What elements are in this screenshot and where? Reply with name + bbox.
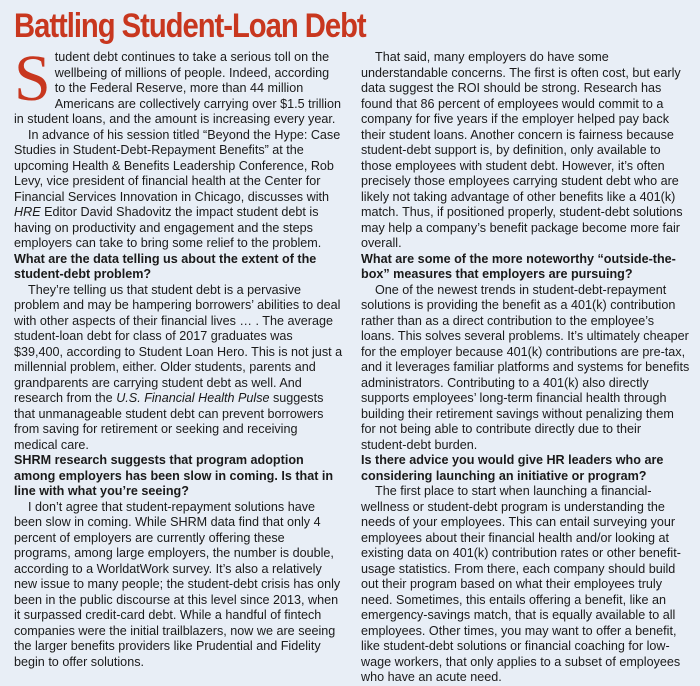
session-text-b: Editor David Shadovitz the impact student debt is having on productivity and engagement and the steps employers can take to bring some relief to the problem.	[14, 205, 322, 250]
answer-3: One of the newest trends in student-debt-repayment solutions is providing the benefit as a 401(k) contribution rather than as a direct contribution to the employee’s loans. This solves several problems. It’s ultimately cheaper for the employer because 401(k) contributions are pre-tax, and it leverages familiar platforms and systems for benefits administrators. Contributing to a 401(k) also directly supports employees’ long-term financial health through building their retirement savings without penalizing them for not being able to contribute directly due to their student-debt burden.	[361, 282, 690, 452]
article-title: Battling Student-Loan Debt	[14, 7, 366, 45]
session-paragraph	[14, 128, 343, 252]
intro-paragraph	[14, 42, 343, 128]
question-3: What are some of the more noteworthy “outside-the-box” measures that employers are pursuing?	[361, 251, 676, 281]
right-column	[361, 50, 690, 686]
report-name: U.S. Financial Health Pulse	[116, 391, 270, 405]
session-text-a: In advance of his session titled “Beyond the Hype: Case Studies in Student-Debt-Repayment Benefits” at the upcoming Health & Benefits Leadership Conference, Rob Levy, vice president of financial health at the Center for Financial Services Innovation in Chicago, discusses with	[14, 127, 341, 204]
answer-2-continued: That said, many employers do have some understandable concerns. The first is often cost, but early data suggest the ROI should be strong. Research has found that 86 percent of employees would commit to a company for five years if the employer helped pay back their student loans. Another concern is fairness because student-debt support is, by definition, only available to those employees with student debt. However, it’s often precisely those employees carrying student debt who are likely not taking advantage of other benefits like a 401(k) match. Thus, if positioned properly, student-debt solutions may help a company’s benefit package become more fair overall.	[361, 50, 683, 250]
question-1: What are the data telling us about the extent of the student-debt problem?	[14, 251, 317, 281]
answer-1-text-a: They’re telling us that student debt is a pervasive problem and may be hampering borrowers’ abilities to deal with other aspects of their financial lives … . The average student-loan debt for class of 2017 graduates was $39,400, according to Student Loan Hero. This is not just a millennial problem, either. Older students, parents and grandparents are carrying student debt as well. And research from the	[14, 282, 343, 405]
left-column	[14, 42, 343, 686]
publication-name: HRE	[14, 205, 41, 219]
answer-2: I don’t agree that student-repayment solutions have been slow in coming. While SHRM data find that only 4 percent of employers are currently offering these programs, among large employers, the number is double, according to a WorldatWork survey. It’s also a relatively new issue to many people; the student-debt crisis has only been in the public discourse at this level since 2013, when it surpassed credit-card debt. While a handful of fintech companies were the initial trailblazers, now we are seeing the larger benefits providers like Prudential and Fidelity begin to offer solutions.	[14, 499, 341, 669]
answer-4: The first place to start when launching a financial-wellness or student-debt program is understanding the needs of your employees. This can entail surveying your employees about their financial health and/or looking at existing data on 401(k) contribution rates or other benefit-usage statistics. From there, each company should build out their program based on what their employees truly need. Sometimes, this entails offering a benefit, like an emergency-savings match, that is equally available to all employees. Other times, you may want to offer a benefit, like student-debt solutions or financial coaching for low-wage workers, that only applies to a subset of employees who have an acute need.	[361, 484, 681, 684]
answer-1	[14, 283, 343, 454]
question-2: SHRM research suggests that program adoption among employers has been slow in coming. Is that in line with what you’re seeing?	[14, 453, 334, 498]
intro-text: tudent debt continues to take a serious toll on the wellbeing of millions of people. Indeed, according to the Federal Reserve, more than 44 million Americans are collectively carrying over $1.5 trillion in student loans, and the amount is increasing every year.	[14, 50, 341, 126]
question-4: Is there advice you would give HR leaders who are considering launching an initiative or program?	[361, 453, 664, 483]
drop-cap: S	[14, 42, 51, 115]
answer-1-text-b: suggests that unmanageable student debt can prevent borrowers from saving for retirement or seeking and receiving medical care.	[14, 391, 324, 452]
article-columns	[14, 42, 690, 686]
